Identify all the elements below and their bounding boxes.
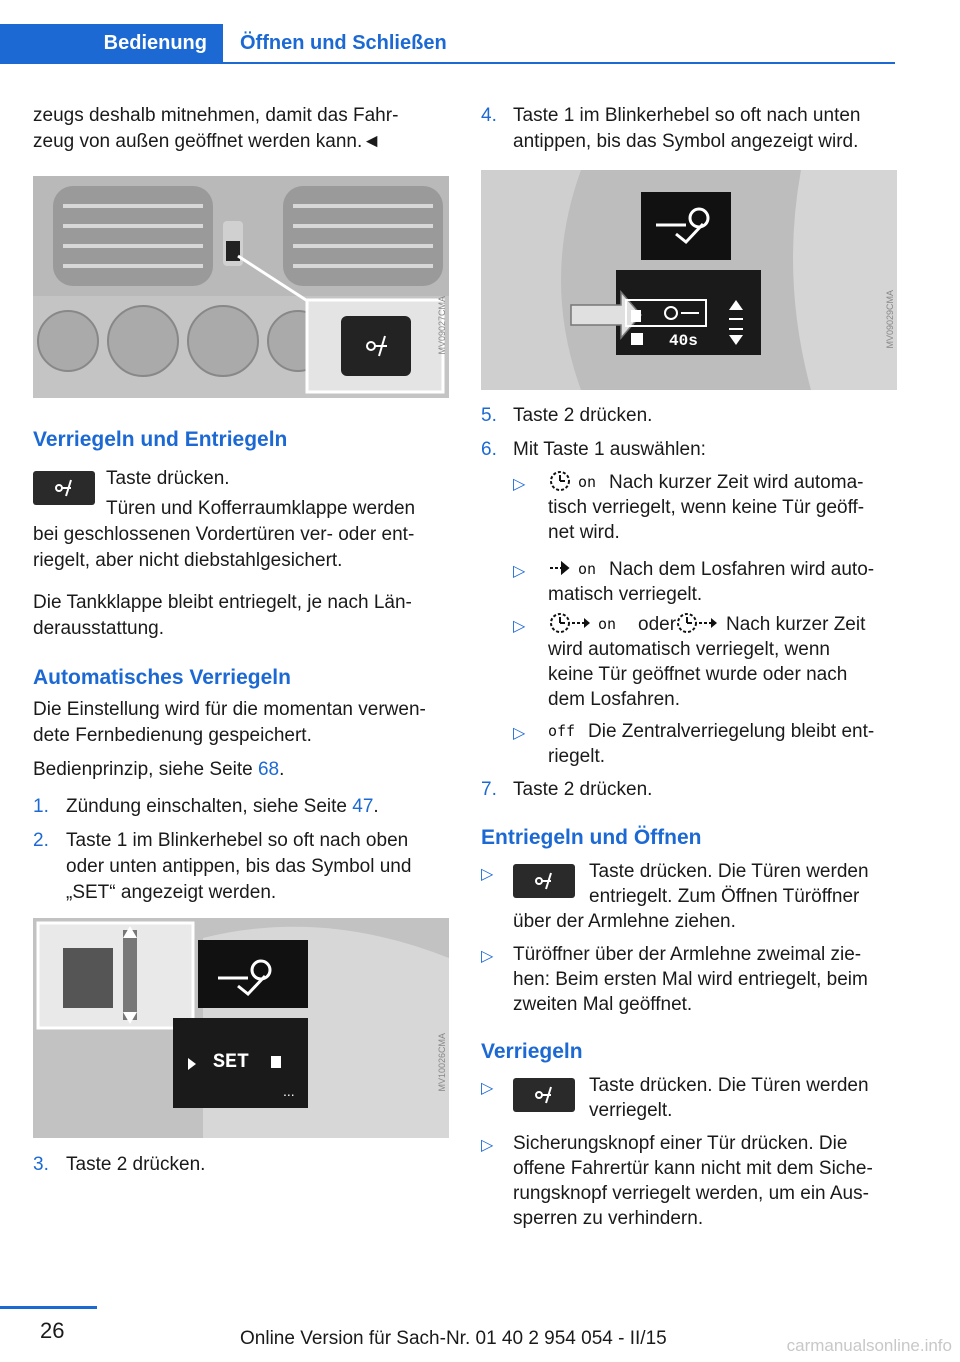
lock-text-3: bei geschlossenen Vordertüren ver- oder ent- [33,524,415,545]
intro-line-1: zeugs deshalb mitnehmen, damit das Fahr- [33,105,399,126]
image-code-2: MV10026CMA [437,1033,447,1092]
timer-drive-on-icon [548,611,624,635]
step-number-1: 1. [33,796,49,817]
bullet-2-line-2: matisch verriegelt. [548,584,703,605]
lock-bullet-1: ▷ [481,1080,494,1097]
step-number-5: 5. [481,405,497,426]
auto-principle: Bedienprinzip, siehe Seite 68. [33,759,285,780]
svg-text:off: off [548,722,576,740]
auto-text-2: dete Fernbedienung gespeichert. [33,725,312,746]
step-number-7: 7. [481,779,497,800]
bullet-3-line-2: wird automatisch verriegelt, wenn [548,639,830,660]
step-3-text: Taste 2 drücken. [66,1154,206,1175]
heading-verriegeln-entriegeln: Verriegeln und Entriegeln [33,428,288,451]
step-number-3: 3. [33,1154,49,1175]
open-2-line-2: hen: Beim ersten Mal wird entriegelt, beim [513,969,868,990]
page-link-47[interactable]: 47 [352,796,374,817]
svg-text:on: on [578,473,597,491]
lock-button-icon-2 [513,1078,575,1112]
step-2-line-1: Taste 1 im Blinkerhebel so oft nach oben [66,830,409,851]
image-code-3: MV09029CMA [885,290,895,349]
bullet-4-line-2: riegelt. [548,746,606,767]
footer-rule [0,1306,97,1309]
footer-text: Online Version für Sach-Nr. 01 40 2 954 054 - II/15 [240,1328,667,1349]
svg-text:on: on [598,615,617,633]
display-time-label: 40s [669,332,698,350]
lock-button-icon [33,471,95,505]
open-2-line-1: Türöffner über der Armlehne zweimal zie- [513,944,862,965]
step-6-text: Mit Taste 1 auswählen: [513,439,706,460]
dashboard-button-photo [33,176,449,398]
bullet-marker-2: ▷ [513,563,526,580]
cluster-display-photo [481,170,897,390]
heading-verriegeln: Verriegeln [481,1040,583,1063]
lock2-1-line-2: verriegelt. [589,1100,673,1121]
bullet-3-line-3: keine Tür geöffnet wurde oder nach [548,664,848,685]
step-5-text: Taste 2 drücken. [513,405,653,426]
fuel-flap-text-1: Die Tankklappe bleibt entriegelt, je nach Län- [33,592,412,613]
off-icon [548,718,582,742]
open-1-line-2: entriegelt. Zum Öffnen Türöffner [589,886,860,907]
lock2-2-line-4: sperren zu verhindern. [513,1208,704,1229]
open-2-line-3: zweiten Mal geöffnet. [513,994,693,1015]
svg-text:on: on [578,560,597,578]
image-code-1: MV09027CMA [437,296,447,355]
bullet-3-oder: oder [638,614,677,635]
bullet-1-line-2: tisch verriegelt, wenn keine Tür geöff- [548,497,865,518]
header-tab-section[interactable]: Öffnen und Schließen [240,31,447,54]
drive-on-icon [548,556,602,580]
lock2-1-line-1: Taste drücken. Die Türen werden [589,1075,869,1096]
open-1-line-3: über der Armlehne ziehen. [513,911,736,932]
bullet-3-line-4: dem Losfahren. [548,689,681,710]
lock2-2-line-2: offene Fahrertür kann nicht mit dem Siche- [513,1158,873,1179]
heading-automatisches-verriegeln: Automatisches Verriegeln [33,666,291,689]
timer-drive-icon [675,611,721,635]
bullet-marker-4: ▷ [513,725,526,742]
step-2-line-2: oder unten antippen, bis das Symbol und [66,856,412,877]
svg-text:...: ... [283,1083,295,1099]
fuel-flap-text-2: derausstattung. [33,618,164,639]
open-bullet-2: ▷ [481,948,494,965]
display-set-label: SET [213,1051,250,1074]
step-number-6: 6. [481,439,497,460]
timer-on-icon [548,469,602,493]
bullet-3-line-1: Nach kurzer Zeit [726,614,866,635]
bullet-2-line-1: Nach dem Losfahren wird auto- [609,559,875,580]
lock-text-1: Taste drücken. [106,468,230,489]
heading-entriegeln-oeffnen: Entriegeln und Öffnen [481,826,702,849]
step-number-2: 2. [33,830,49,851]
lock2-2-line-3: rungsknopf verriegelt werden, um ein Aus- [513,1183,869,1204]
bullet-marker-1: ▷ [513,476,526,493]
open-bullet-1: ▷ [481,866,494,883]
watermark: carmanualsonline.info [786,1336,952,1355]
lock-bullet-2: ▷ [481,1137,494,1154]
step-4-line-1: Taste 1 im Blinkerhebel so oft nach unten [513,105,861,126]
lock2-2-line-1: Sicherungsknopf einer Tür drücken. Die [513,1133,848,1154]
bullet-1-line-1: Nach kurzer Zeit wird automa- [609,472,864,493]
header-rule [0,62,895,64]
step-number-4: 4. [481,105,497,126]
set-display-photo [33,918,449,1138]
page-number: 26 [40,1318,65,1343]
step-1-text: Zündung einschalten, siehe Seite 47. [66,796,379,817]
step-2-line-3: „SET“ angezeigt werden. [66,882,277,903]
auto-text-1: Die Einstellung wird für die momentan verwen- [33,699,426,720]
step-4-line-2: antippen, bis das Symbol angezeigt wird. [513,131,859,152]
page-header [0,24,960,64]
bullet-4-line-1: Die Zentralverriegelung bleibt ent- [588,721,875,742]
bullet-1-line-3: net wird. [548,522,620,543]
lock-text-2: Türen und Kofferraumklappe werden [106,498,416,519]
intro-line-2: zeug von außen geöffnet werden kann.◄ [33,131,382,152]
bullet-marker-3: ▷ [513,618,526,635]
page-link-68[interactable]: 68 [257,759,280,780]
lock-text-4: riegelt, aber nicht diebstahlgesichert. [33,550,343,571]
step-7-text: Taste 2 drücken. [513,779,653,800]
unlock-button-icon [513,864,575,898]
header-tab-bedienung[interactable]: Bedienung [0,24,223,62]
open-1-line-1: Taste drücken. Die Türen werden [589,861,869,882]
